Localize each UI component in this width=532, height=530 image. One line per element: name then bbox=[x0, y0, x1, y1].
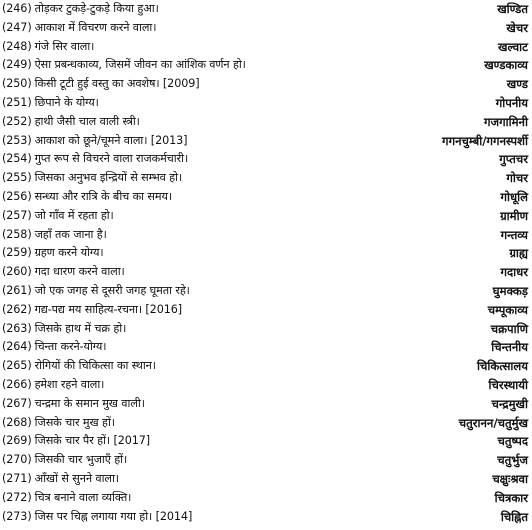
entry-definition: चिन्ता करने-योग्य। bbox=[34, 340, 107, 354]
list-item bbox=[2, 188, 528, 207]
entry-number: (262) bbox=[2, 302, 32, 316]
entry-definition: छिपाने के योग्य। bbox=[34, 95, 99, 109]
entry-number: (267) bbox=[2, 396, 32, 410]
entry-number: (254) bbox=[2, 152, 32, 166]
list-item bbox=[2, 75, 528, 94]
entry-definition: गुप्त रूप से विचरने वाला राजकर्मचारी। bbox=[34, 152, 189, 166]
entry-text bbox=[2, 263, 125, 282]
entry-number: (252) bbox=[2, 114, 32, 128]
entry-word: खण्डित bbox=[497, 2, 528, 16]
entry-text bbox=[2, 432, 150, 451]
entry-definition: जिस पर चिह्न लगाया गया हो। [2014] bbox=[34, 509, 193, 523]
entry-number: (271) bbox=[2, 471, 32, 485]
entry-definition: आकाश को छूने/चूमने वाला। [2013] bbox=[34, 133, 188, 147]
entry-text bbox=[2, 56, 246, 75]
entry-word: चिन्तनीय bbox=[491, 340, 528, 355]
entry-definition: जिसके चार मुख हों। bbox=[34, 415, 115, 429]
entry-word: गजगामिनी bbox=[483, 114, 528, 129]
list-item bbox=[2, 263, 528, 282]
entry-word: गोधूलि bbox=[500, 189, 528, 204]
entry-number: (258) bbox=[2, 227, 32, 241]
entry-number: (246) bbox=[2, 2, 32, 15]
entry-word: चिकित्सालय bbox=[476, 359, 528, 374]
entry-number: (251) bbox=[2, 95, 32, 109]
entry-word: खण्ड bbox=[506, 77, 528, 92]
entry-text bbox=[2, 207, 114, 226]
entry-definition: तोड़कर टुकड़े-टुकड़े किया हुआ। bbox=[34, 2, 159, 15]
entry-text bbox=[2, 489, 131, 508]
entry-definition: जहाँ तक जाना है। bbox=[34, 227, 107, 241]
list-item bbox=[2, 244, 528, 263]
entry-word: गगनचुम्बी/गगनस्पर्शी bbox=[442, 133, 528, 148]
entry-text bbox=[2, 470, 119, 489]
entry-definition: जो एक जगह से दूसरी जगह घूमता रहे। bbox=[34, 283, 190, 297]
entry-definition: जिसके हाथ में चक्र हो। bbox=[34, 321, 127, 335]
entry-definition: आँखों से सुनने वाला। bbox=[34, 471, 119, 485]
entry-definition: जिसके चार पैर हों। [2017] bbox=[34, 434, 151, 448]
list-item bbox=[2, 207, 528, 226]
entry-definition: गंजे सिर वाला। bbox=[34, 39, 95, 53]
entry-number: (256) bbox=[2, 189, 32, 203]
entry-word: चक्षुःश्रवा bbox=[492, 471, 528, 486]
entry-definition: किसी टूटी हुई वस्तु का अवशेष। [2009] bbox=[34, 77, 200, 91]
list-item bbox=[2, 0, 528, 19]
entry-definition: गद्य-पद्य मय साहित्य-रचना। [2016] bbox=[34, 302, 183, 316]
list-item bbox=[2, 508, 528, 527]
entry-word: खेचर bbox=[506, 20, 528, 35]
entry-word: चम्पूकाव्य bbox=[487, 302, 528, 317]
list-item bbox=[2, 56, 528, 75]
entry-text bbox=[2, 508, 192, 527]
entry-word: चिह्नित bbox=[500, 509, 528, 524]
entry-word: ग्रामीण bbox=[500, 208, 528, 223]
entry-definition: रोगियों की चिकित्सा का स्थान। bbox=[34, 359, 156, 373]
entry-number: (260) bbox=[2, 265, 32, 279]
entry-word: खण्डकाव्य bbox=[484, 58, 528, 73]
entry-word: गोचर bbox=[506, 171, 528, 186]
list-item bbox=[2, 169, 528, 188]
entry-number: (257) bbox=[2, 208, 32, 222]
entry-text bbox=[2, 357, 156, 376]
list-item bbox=[2, 376, 528, 395]
entry-text bbox=[2, 19, 156, 38]
entry-number: (247) bbox=[2, 20, 32, 34]
entry-number: (263) bbox=[2, 321, 32, 335]
list-item bbox=[2, 94, 528, 113]
entry-number: (253) bbox=[2, 133, 32, 147]
list-item bbox=[2, 282, 528, 301]
entry-text bbox=[2, 376, 104, 395]
list-item bbox=[2, 301, 528, 320]
entry-word: ग्राह्य bbox=[509, 246, 528, 261]
entry-text bbox=[2, 75, 200, 94]
entry-text bbox=[2, 301, 182, 320]
entry-number: (248) bbox=[2, 39, 32, 53]
entry-number: (264) bbox=[2, 340, 32, 354]
entry-number: (273) bbox=[2, 509, 32, 523]
entry-word: चित्रकार bbox=[494, 490, 528, 505]
entry-word: चिरस्थायी bbox=[488, 377, 528, 392]
entry-text bbox=[2, 150, 188, 169]
entry-definition: ग्रहण करने योग्य। bbox=[34, 246, 104, 260]
list-item bbox=[2, 132, 528, 151]
entry-word: चन्द्रमुखी bbox=[491, 396, 528, 411]
entry-text bbox=[2, 451, 127, 470]
list-item bbox=[2, 451, 528, 470]
entry-definition: ऐसा प्रबन्धकाव्य, जिसमें जीवन का आंशिक वर्णन हो। bbox=[34, 58, 246, 72]
list-item bbox=[2, 395, 528, 414]
entry-text bbox=[2, 0, 159, 19]
entry-definition: हमेशा रहने वाला। bbox=[34, 377, 105, 391]
entry-definition: जिसकी चार भुजाएँ हों। bbox=[34, 453, 128, 467]
entry-text bbox=[2, 132, 187, 151]
entry-number: (266) bbox=[2, 377, 32, 391]
entry-word: गन्तव्य bbox=[500, 227, 528, 242]
entry-text bbox=[2, 244, 103, 263]
entry-word: चतुरानन/चतुर्मुख bbox=[458, 415, 528, 430]
list-item bbox=[2, 226, 528, 245]
entry-number: (272) bbox=[2, 490, 32, 504]
entry-text bbox=[2, 395, 145, 414]
entry-definition: आकाश में विचरण करने वाला। bbox=[34, 20, 157, 34]
list-item bbox=[2, 150, 528, 169]
list-item bbox=[2, 19, 528, 38]
entry-number: (265) bbox=[2, 359, 32, 373]
entry-number: (249) bbox=[2, 58, 32, 72]
entry-text bbox=[2, 38, 94, 57]
list-item bbox=[2, 489, 528, 508]
entry-word: खल्वाट bbox=[497, 39, 528, 54]
entry-word: गदाधर bbox=[500, 265, 528, 280]
entry-definition: हाथी जैसी चाल वाली स्त्री। bbox=[34, 114, 140, 128]
entry-definition: सन्ध्या और रात्रि के बीच का समय। bbox=[34, 189, 173, 203]
entry-text bbox=[2, 320, 126, 339]
entry-word: चतुर्भुज bbox=[497, 453, 528, 468]
list-item bbox=[2, 38, 528, 57]
entry-text bbox=[2, 414, 115, 433]
list-item bbox=[2, 320, 528, 339]
entry-number: (270) bbox=[2, 453, 32, 467]
entry-word: चतुष्पद bbox=[497, 434, 528, 449]
list-item bbox=[2, 357, 528, 376]
entry-text bbox=[2, 94, 99, 113]
entry-number: (268) bbox=[2, 415, 32, 429]
entry-definition: चन्द्रमा के समान मुख वाली। bbox=[34, 396, 145, 410]
list-item bbox=[2, 113, 528, 132]
entry-text bbox=[2, 188, 172, 207]
list-item bbox=[2, 432, 528, 451]
entry-word: चक्रपाणि bbox=[490, 321, 528, 336]
entry-number: (250) bbox=[2, 77, 32, 91]
entry-word: गुप्तचर bbox=[499, 152, 528, 167]
entry-text bbox=[2, 282, 190, 301]
entry-text bbox=[2, 226, 107, 245]
entry-definition: चित्र बनाने वाला व्यक्ति। bbox=[34, 490, 132, 504]
entry-number: (269) bbox=[2, 434, 32, 448]
list-item bbox=[2, 414, 528, 433]
list-item bbox=[2, 470, 528, 489]
entry-word: गोपनीय bbox=[495, 95, 528, 110]
entry-number: (259) bbox=[2, 246, 32, 260]
entry-text bbox=[2, 113, 140, 132]
entry-text bbox=[2, 338, 106, 357]
list-item bbox=[2, 338, 528, 357]
entry-number: (255) bbox=[2, 171, 32, 185]
entry-definition: गदा धारण करने वाला। bbox=[34, 265, 125, 279]
entry-word: घुमक्कड़ bbox=[492, 283, 528, 298]
entry-definition: जिसका अनुभव इन्द्रियों से सम्भव हो। bbox=[34, 171, 183, 185]
entry-definition: जो गाँव में रहता हो। bbox=[34, 208, 114, 222]
entry-number: (261) bbox=[2, 283, 32, 297]
entry-text bbox=[2, 169, 182, 188]
